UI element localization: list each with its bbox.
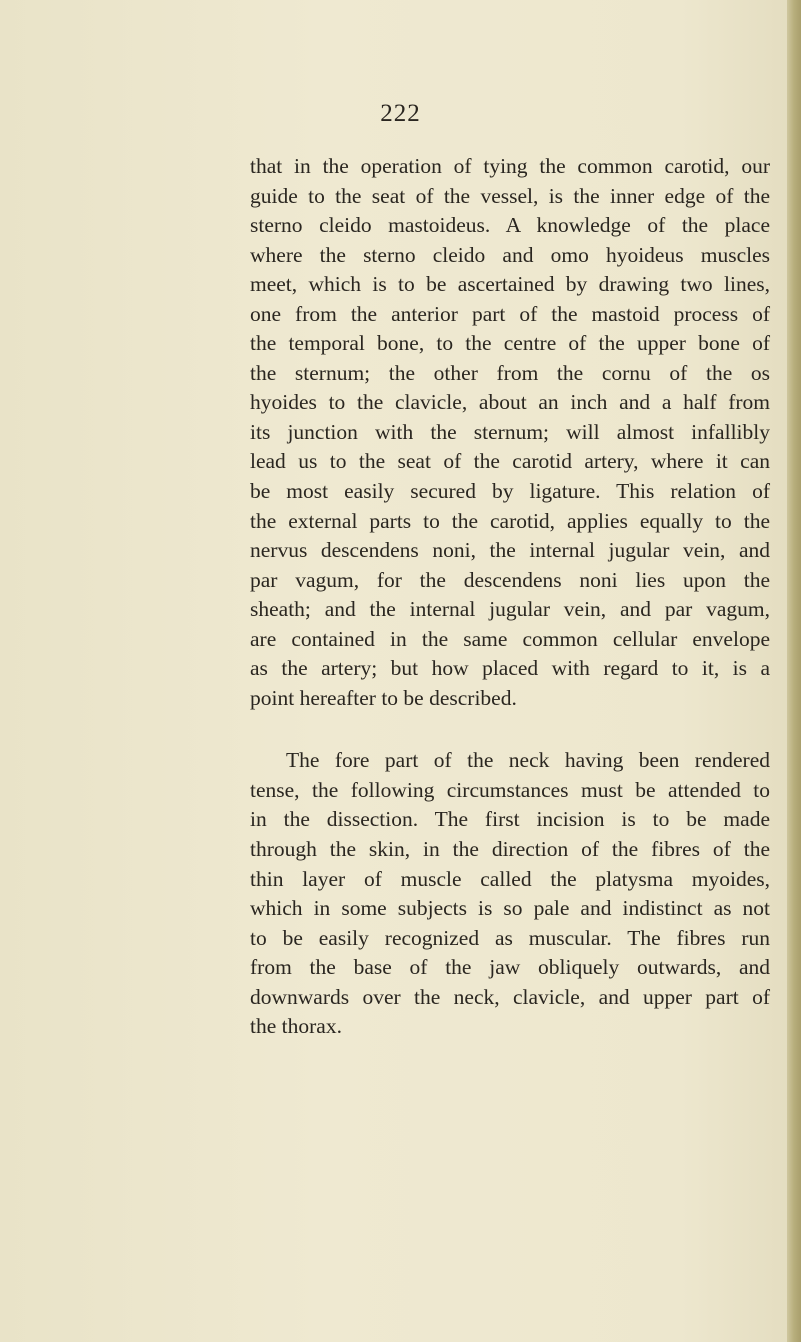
page-edge bbox=[787, 0, 801, 1342]
text-line: which in some subjects is so pale and indistinct as not bbox=[250, 896, 770, 921]
text-line: The fore part of the neck having been rendered bbox=[286, 748, 770, 773]
page-number: 222 bbox=[380, 100, 421, 127]
text-line: guide to the seat of the vessel, is the inner edge of the bbox=[250, 183, 770, 208]
text-line: are contained in the same common cellular envelope bbox=[250, 626, 770, 651]
paragraph-1 bbox=[250, 152, 770, 713]
text-line: sheath; and the internal jugular vein, and par vagum, bbox=[250, 597, 770, 622]
text-line: downwards over the neck, clavicle, and upper part of bbox=[250, 984, 770, 1009]
text-line: its junction with the sternum; will almost infallibly bbox=[250, 419, 770, 444]
text-line: par vagum, for the descendens noni lies upon the bbox=[250, 567, 770, 592]
text-line: nervus descendens noni, the internal jugular vein, and bbox=[250, 538, 770, 563]
text-line: tense, the following circumstances must be attended to bbox=[250, 777, 770, 802]
text-line: where the sterno cleido and omo hyoideus muscles bbox=[250, 242, 770, 267]
text-line: from the base of the jaw obliquely outwards, and bbox=[250, 955, 770, 980]
text-line: the temporal bone, to the centre of the upper bone of bbox=[250, 331, 770, 356]
text-line: to be easily recognized as muscular. The fibres run bbox=[250, 925, 770, 950]
text-line: sterno cleido mastoideus. A knowledge of the place bbox=[250, 213, 770, 238]
text-line: hyoides to the clavicle, about an inch and a half from bbox=[250, 390, 770, 415]
body-text bbox=[250, 152, 770, 1042]
text-line: meet, which is to be ascertained by drawing two lines, bbox=[250, 272, 770, 297]
text-line: one from the anterior part of the mastoid process of bbox=[250, 301, 770, 326]
text-line: point hereafter to be described. bbox=[250, 685, 517, 710]
text-line: lead us to the seat of the carotid artery, where it can bbox=[250, 449, 770, 474]
text-line: the sternum; the other from the cornu of the os bbox=[250, 360, 770, 385]
paragraph-gap bbox=[250, 713, 770, 746]
text-line: through the skin, in the direction of the fibres of the bbox=[250, 837, 770, 862]
text-line: in the dissection. The first incision is to be made bbox=[250, 807, 770, 832]
text-line: the thorax. bbox=[250, 1014, 342, 1039]
text-line: the external parts to the carotid, applies equally to the bbox=[250, 508, 770, 533]
paragraph-2 bbox=[250, 746, 770, 1041]
text-line: be most easily secured by ligature. This relation of bbox=[250, 479, 770, 504]
text-line: thin layer of muscle called the platysma myoides, bbox=[250, 866, 770, 891]
text-line: as the artery; but how placed with regard to it, is a bbox=[250, 656, 770, 681]
text-line: that in the operation of tying the common carotid, our bbox=[250, 154, 770, 178]
